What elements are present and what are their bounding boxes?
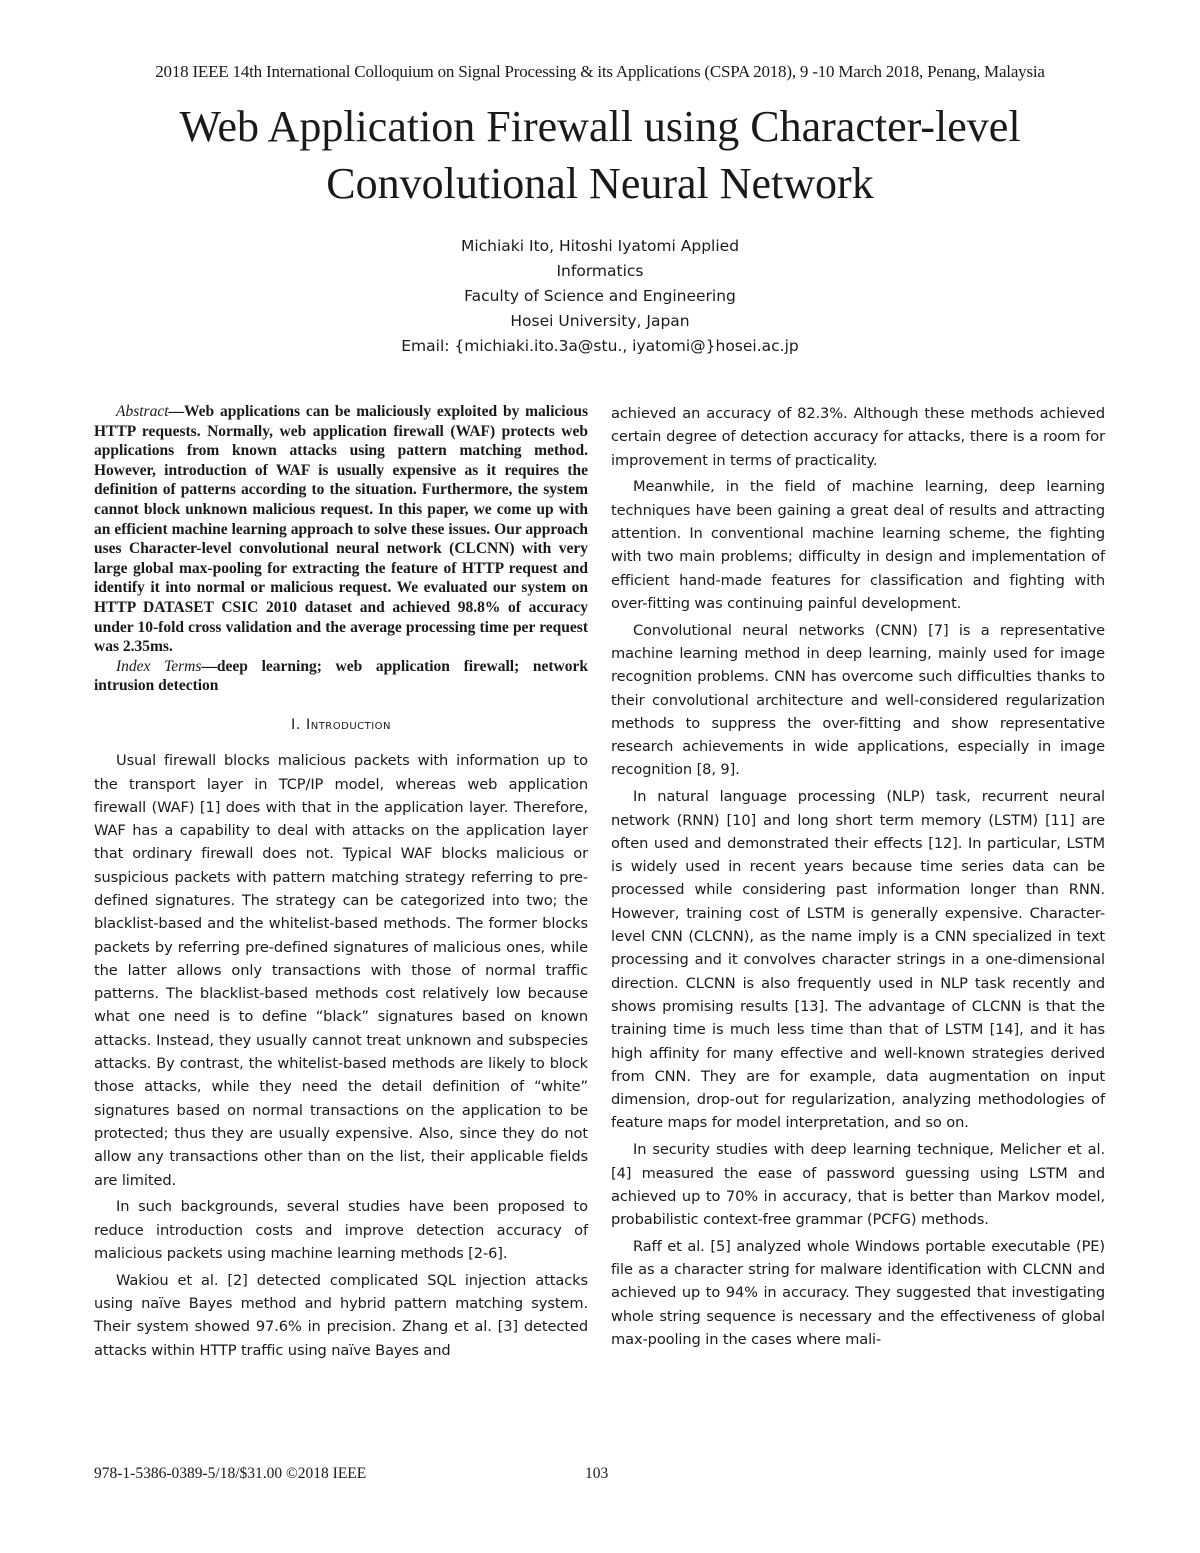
page-number: 103 (585, 1465, 609, 1482)
author-names: Michiaki Ito, Hitoshi Iyatomi Applied (460, 237, 740, 255)
left-column (94, 402, 588, 1365)
paper-title (60, 98, 1140, 212)
footer-copyright: 978-1-5386-0389-5/18/$31.00 ©2018 IEEE (94, 1465, 367, 1482)
author-faculty: Faculty of Science and Engineering (464, 287, 736, 305)
section-number: I. (290, 716, 301, 733)
paragraph: In security studies with deep learning technique, Melicher et al. [4] measured the ease of password guessing using LSTM and achieved up to 70% in accuracy, that is better than Markov model, probabilistic context-free grammar (PCFG) methods. (611, 1141, 1105, 1229)
section-heading-introduction (94, 714, 588, 737)
index-terms (94, 657, 588, 696)
paragraph: achieved an accuracy of 82.3%. Although these methods achieved certain degree of detection accuracy for attacks, there is a room for improvement in terms of practicality. (611, 405, 1105, 469)
abstract-text: —Web applications can be maliciously exploited by malicious HTTP requests. Normally, web application firewall (WAF) protects web applications from known attacks using pattern matching method. However, introduction of WAF is usually expensive as it requires the definition of patterns according to the situation. Furthermore, the system cannot block unknown malicious request. In this paper, we come up with an efficient machine learning approach to solve these issues. Our approach uses Character-level convolutional neural network (CLCNN) with very large global max-pooling for extracting the feature of HTTP request and identify it into normal or malicious request. We evaluated our system on HTTP DATASET CSIC 2010 dataset and achieved 98.8% of accuracy under 10-fold cross validation and the average processing time per request was 2.35ms. (94, 403, 588, 656)
author-department: Informatics (556, 262, 644, 280)
index-terms-label: Index Terms (116, 657, 202, 675)
paragraph: Convolutional neural networks (CNN) [7] is a representative machine learning method in deep learning, mainly used for image recognition problems. CNN has overcome such difficulties thanks to their convolutional architecture and well-considered regularization methods to suppress the over-fitting and show representative research achievements in wide applications, especially in image recognition [8, 9]. (611, 621, 1105, 779)
author-university: Hosei University, Japan (510, 312, 690, 330)
title-line-2: Convolutional Neural Network (326, 159, 874, 208)
paragraph: Raff et al. [5] analyzed whole Windows portable executable (PE) file as a character string for malware identification with CLCNN and achieved up to 94% in accuracy. They suggested that investigating whole string sequence is necessary and the effectiveness of global max-pooling in the cases where mali- (611, 1237, 1105, 1349)
paragraph: Usual firewall blocks malicious packets with information up to the transport layer in TCP/IP model, whereas web application firewall (WAF) [1] does with that in the application layer. Therefore, WAF has a capability to deal with attacks on the application layer that ordinary firewall does not. Typical WAF blocks malicious or suspicious packets with pattern matching strategy referring to pre-defined signatures. The strategy can be categorized into two; the blacklist-based and the whitelist-based methods. The former blocks packets by referring pre-defined signatures of malicious ones, while the latter allows only transactions with those of normal traffic patterns. The blacklist-based methods cost relatively low because what one need is to define “black” signatures based on known attacks. Instead, they usually cannot treat unknown and subspecies attacks. By contrast, the whitelist-based methods are likely to block those attacks, while they need the detail definition of “white” signatures based on normal transactions on the application to be protected; thus they are usually expensive. Also, since they do not allow any transactions other than on the list, their applicable fields are limited. (94, 752, 588, 1189)
paragraph: In such backgrounds, several studies have been proposed to reduce introduction costs and improve detection accuracy of malicious packets using machine learning methods [2-6]. (94, 1198, 588, 1262)
paragraph: Meanwhile, in the field of machine learning, deep learning techniques have been gaining a great deal of results and attracting attention. In conventional machine learning scheme, the fighting with two main problems; difficulty in design and implementation of efficient hand-made features for classification and fighting with over-fitting was continuing painful development. (611, 478, 1105, 612)
author-email: Email: {michiaki.ito.3a@stu., iyatomi@}hosei.ac.jp (401, 337, 799, 355)
paragraph: Wakiou et al. [2] detected complicated SQL injection attacks using naïve Bayes method and hybrid pattern matching system. Their system showed 97.6% in precision. Zhang et al. [3] detected attacks within HTTP traffic using naïve Bayes and (94, 1271, 588, 1359)
paragraph: In natural language processing (NLP) task, recurrent neural network (RNN) [10] and long short term memory (LSTM) [11] are often used and demonstrated their effects [12]. In particular, LSTM is widely used in recent years because time series data can be processed while considering past information longer than RNN. However, training cost of LSTM is generally expensive. Character-level CNN (CLCNN), as the name imply is a CNN specialized in text processing and it convolves character strings in a one-dimensional direction. CLCNN is also frequently used in NLP task recently and shows promising results [13]. The advantage of CLCNN is that the training time is much less time than that of LSTM [14], and it has high affinity for many effective and well-known strategies derived from CNN. They are for example, data augmentation on input dimension, drop-out for regularization, analyzing methodologies of feature maps for model interpretation, and so on. (611, 788, 1105, 1132)
title-line-1: Web Application Firewall using Character-level (179, 102, 1021, 151)
conference-header: 2018 IEEE 14th International Colloquium on Signal Processing & its Applications (CSPA 2018), 9 -10 March 2018, Penang, Malaysia (155, 62, 1045, 81)
section-title: Introduction (305, 716, 392, 733)
index-terms-text: —deep learning; web application firewall; network intrusion detection (94, 657, 589, 695)
abstract-label: Abstract (116, 403, 169, 420)
author-block (300, 234, 900, 359)
right-column (611, 402, 1105, 1355)
abstract (94, 402, 588, 657)
